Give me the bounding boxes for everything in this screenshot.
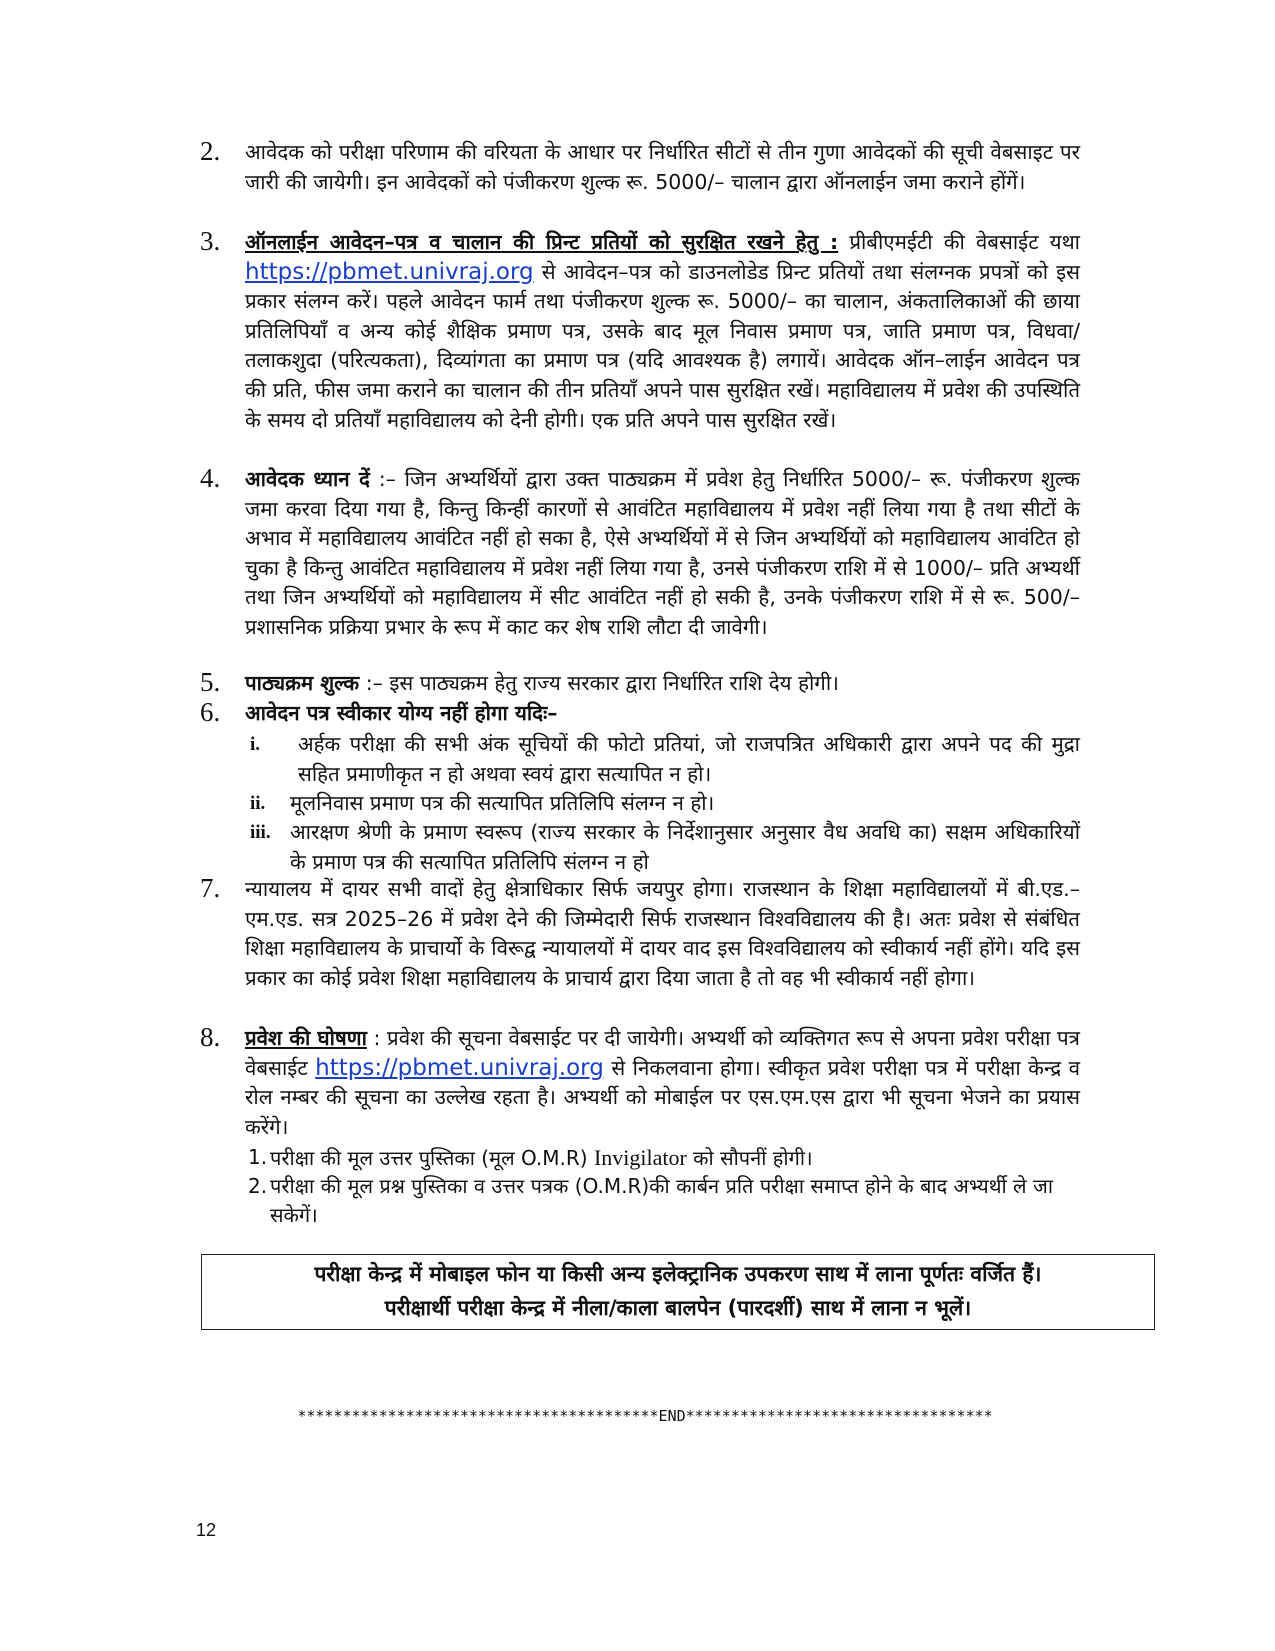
- note-text-pre: परीक्षा की मूल उत्तर पुस्तिका (मूल O.M.R): [270, 1146, 594, 1170]
- item-2: [200, 138, 1080, 197]
- item-number: 7.: [200, 873, 221, 903]
- item-text-pre: प्रीबीएमईटी की वेबसाईट यथा: [838, 230, 1080, 254]
- end-marker: ****************************************END**********************************: [297, 1407, 993, 1425]
- website-link[interactable]: https://pbmet.univraj.org: [315, 1054, 604, 1081]
- sub-item-iii: [250, 818, 1080, 877]
- item-heading: आवेदक ध्यान दें: [245, 467, 370, 491]
- note-word: Invigilator: [593, 1145, 687, 1170]
- item-number: 6.: [200, 697, 221, 727]
- item-text: आवेदक को परीक्षा परिणाम की वरियता के आधार पर निर्धारित सीटों से तीन गुणा आवेदकों की सूची वेबसाइट पर जारी की जायेगी। इन आवेदकों को पंजीकरण शुल्क रू. 5000/– चालान द्वारा ऑनलाईन जमा कराने होंगें।: [245, 140, 1080, 194]
- item-body: [245, 228, 1080, 435]
- note-text: परीक्षा की मूल प्रश्न पुस्तिका व उत्तर पत्रक (O.M.R)की कार्बन प्रति परीक्षा समाप्त होने के बाद अभ्यर्थी ले जा सकेगें।: [270, 1174, 1053, 1227]
- item-heading: प्रवेश की घोषणा: [245, 1026, 367, 1050]
- item-body: [245, 1024, 1080, 1142]
- item-text-pre: : प्रवेश की सूचना वेबसाईट पर दी जायेगी। अभ्यर्थी को व्यक्तिगत रूप से अपना प्रवेश परीक्षा पत्र वेबसाईट: [245, 1026, 1080, 1080]
- website-link[interactable]: https://pbmet.univraj.org: [245, 258, 534, 285]
- item-text-post: से निकलवाना होगा। स्वीकृत प्रवेश परीक्षा पत्र में परीक्षा केन्द्र व रोल नम्बर की सूचना का उल्लेख रहता है। अभ्यर्थी को मोबाईल पर एस.एम.एस द्वारा भी सूचना भेजने का प्रयास करेंगे।: [245, 1055, 1081, 1139]
- note-number: 2.: [248, 1174, 268, 1198]
- sub-item-text: आरक्षण श्रेणी के प्रमाण स्वरूप (राज्य सरकार के निर्देशानुसार अनुसार वैध अवधि का) सक्षम अधिकारियों के प्रमाण पत्र की सत्यापित प्रतिलिपि संलग्न न हो: [290, 820, 1080, 874]
- sub-item-number: i.: [250, 734, 261, 755]
- item-number: 8.: [200, 1022, 221, 1052]
- item-heading: ऑनलाईन आवेदन–पत्र व चालान की प्रिन्ट प्रतियों को सुरक्षित रखने हेतु :: [245, 230, 839, 254]
- item-3: [200, 228, 1080, 435]
- sub-item-number: ii.: [250, 793, 266, 814]
- sub-item-number: iii.: [250, 822, 271, 843]
- item-body: [245, 669, 1080, 699]
- sub-item-text: अर्हक परीक्षा की सभी अंक सूचियों की फोटो प्रतियां, जो राजपत्रित अधिकारी द्वारा अपने पद की मुद्रा सहित प्रमाणीकृत न हो अथवा स्वयं द्वारा सत्यापित न हो।: [298, 732, 1080, 786]
- item-number: 4.: [200, 463, 221, 493]
- item-8: [200, 1024, 1080, 1142]
- item-7: [200, 875, 1080, 993]
- item-body: [245, 465, 1080, 643]
- item-number: 5.: [200, 667, 221, 697]
- page-number: 12: [196, 1520, 217, 1540]
- note-1: [248, 1143, 1068, 1173]
- item-text: :– इस पाठ्यक्रम हेतु राज्य सरकार द्वारा निर्धारित राशि देय होगी।: [359, 671, 839, 695]
- sub-item-i: [250, 730, 1080, 789]
- item-heading: आवेदन पत्र स्वीकार योग्य नहीं होगा यदिः–: [245, 701, 558, 725]
- item-text: :– जिन अभ्यर्थियों द्वारा उक्त पाठ्यक्रम में प्रवेश हेतु निर्धारित 5000/– रू. पंजीकरण शुल्क जमा करवा दिया गया है, किन्तु किन्हीं कारणों से आवंटित महाविद्यालय में प्रवेश नहीं लिया गया है तथा सीटों के अभाव में महाविद्यालय आवंटित नहीं हो सका है, ऐसे अभ्यर्थियों में से जिन अभ्यर्थियों को महाविद्यालय आवंटित हो चुका है किन्तु आवंटित महाविद्यालय में प्रवेश नहीं लिया गया है, उनसे पंजीकरण राशि में से 1000/– प्रति अभ्यर्थी तथा जिन अभ्यर्थियों को महाविद्यालय में सीट आवंटित नहीं हो सकी है, उनके पंजीकरण राशि में से रू. 500/– प्रशासनिक प्रक्रिया प्रभार के रूप में काट कर शेष राशि लौटा दी जावेगी।: [245, 467, 1080, 639]
- item-number: 3.: [200, 226, 221, 256]
- item-4: [200, 465, 1080, 643]
- notice-box: [201, 1254, 1155, 1330]
- item-text-post: से आवेदन–पत्र को डाउनलोडेड प्रिन्ट प्रतियों तथा संलग्नक प्रपत्रों को इस प्रकार संलग्न करें। पहले आवेदन फार्म तथा पंजीकरण शुल्क रू. 5000/– का चालान, अंकतालिकाओं की छाया प्रतिलिपियॉं व अन्य कोई शैक्षिक प्रमाण पत्र, उसके बाद मूल निवास प्रमाण पत्र, जाति प्रमाण पत्र, विधवा/तलाकशुदा (परित्यकता), दिव्यांगता का प्रमाण पत्र (यदि आवश्यक है) लगायें। आवेदक ऑन–लाईन आवेदन पत्र की प्रति, फीस जमा कराने का चालान की तीन प्रतियाँ अपने पास सुरक्षित रखें। महाविद्यालय में प्रवेश की उपस्थिति के समय दो प्रतियाँ महाविद्यालय को देनी होगी। एक प्रति अपने पास सुरक्षित रखें।: [245, 259, 1080, 432]
- note-text-post: को सौपनीं होगी।: [686, 1146, 813, 1170]
- item-6: [200, 699, 1080, 729]
- item-number: 2.: [200, 136, 221, 166]
- note-number: 1.: [248, 1145, 268, 1169]
- note-body: [270, 1143, 1068, 1173]
- item-heading: पाठ्यक्रम शुल्क: [245, 671, 360, 695]
- notice-line-1: परीक्षा केन्द्र में मोबाइल फोन या किसी अन्य इलेक्ट्रानिक उपकरण साथ में लाना पूर्णतः वर्जित हैं।: [314, 1262, 1042, 1286]
- sub-item-ii: [250, 789, 1080, 819]
- sub-item-text: मूलनिवास प्रमाण पत्र की सत्यापित प्रतिलिपि संलग्न न हो।: [290, 791, 715, 815]
- item-5: [200, 669, 1080, 699]
- notice-line-2: परीक्षार्थी परीक्षा केन्द्र में नीला/काला बालपेन (पारदर्शी) साथ में लाना न भूलें।: [384, 1296, 972, 1320]
- item-text: न्यायालय में दायर सभी वादों हेतु क्षेत्राधिकार सिर्फ जयपुर होगा। राजस्थान के शिक्षा महाविद्यालयों में बी.एड.–एम.एड. सत्र 2025–26 में प्रवेश देने की जिम्मेदारी सिर्फ राजस्थान विश्वविद्यालय की है। अतः प्रवेश से संबंधित शिक्षा महाविद्यालय के प्राचार्यो के विरूद्व न्यायालयों में दायर वाद इस विश्वविद्यालय को स्वीकार्य नहीं होंगे। यदि इस प्रकार का कोई प्रवेश शिक्षा महाविद्यालय के प्राचार्य द्वारा दिया जाता है तो वह भी स्वीकार्य नहीं होगा।: [245, 877, 1080, 990]
- note-2: [248, 1172, 1068, 1230]
